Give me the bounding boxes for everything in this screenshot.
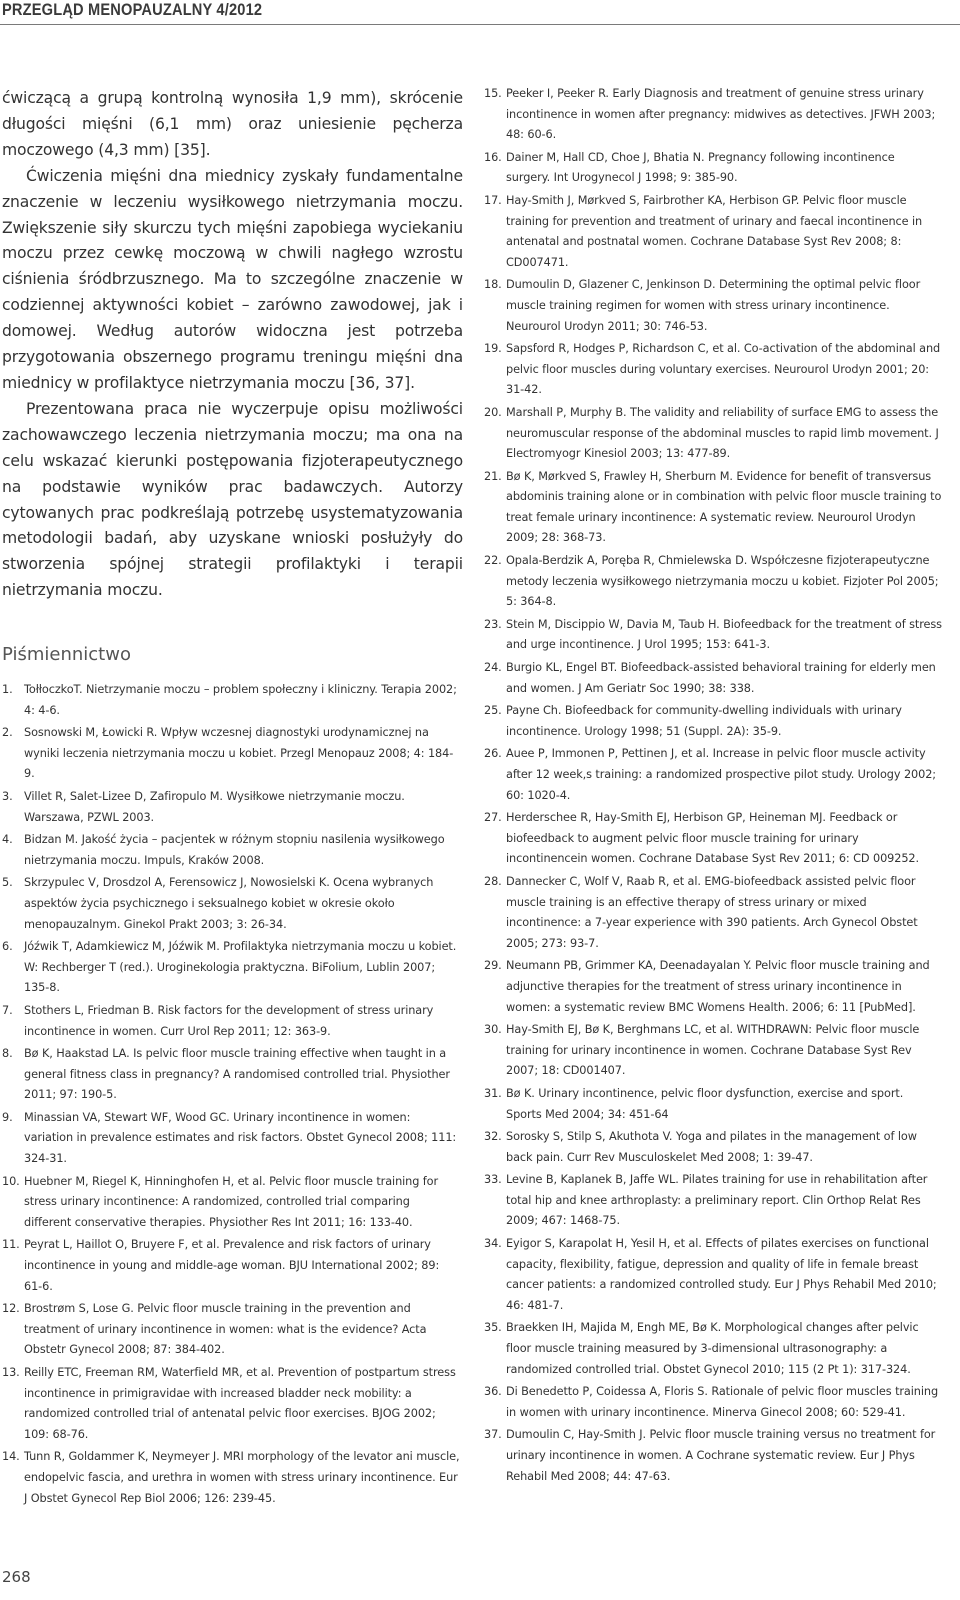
reference-number: 33. [484,1173,502,1187]
reference-number: 20. [484,405,502,419]
reference-number: 3. [2,789,13,803]
reference-item [2,1108,460,1170]
reference-number: 12. [2,1302,20,1316]
reference-number: 14. [2,1450,20,1464]
reference-number: 27. [484,811,502,825]
reference-number: 13. [2,1366,20,1379]
reference-text: Payne Ch. Biofeedback for community-dwelling individuals with urinary incontinence. Urology 1998; 51 (Suppl. 2A): 35-9. [506,704,902,738]
reference-text: Levine B, Kaplanek B, Jaffe WL. Pilates training for use in rehabilitation after total hip and knee arthroplasty: a preliminary report. Clin Orthop Relat Res 2009; 467: 1468-75. [506,1173,928,1228]
references-heading: Piśmiennictwo [2,644,131,665]
reference-text: Bø K. Urinary incontinence, pelvic floor dysfunction, exercise and sport. Sports Med 2004; 34: 451-64 [506,1086,904,1121]
reference-text: Bidzan M. Jakość życia – pacjentek w różnym stopniu nasilenia wysiłkowego nietrzymania moczu. Impuls, Kraków 2008. [24,833,445,867]
reference-text: Opala-Berdzik A, Poręba R, Chmielewska D. Współczesne fizjoterapeutyczne metody leczenia wysiłkowego nietrzymania moczu u kobiet. Fizjoter Pol 2005; 5: 364-8. [506,554,939,609]
reference-number: 34. [484,1237,502,1251]
reference-item [484,615,942,656]
reference-number: 15. [484,87,502,100]
reference-text: Bø K, Haakstad LA. Is pelvic floor muscle training effective when taught in a general fitness class in pregnancy? A randomised controlled trial. Physiother 2011; 97: 190-5. [24,1047,450,1102]
reference-text: Villet R, Salet-Lizee D, Zafiropulo M. Wysiłkowe nietrzymanie moczu. Warszawa, PZWL 2003. [24,789,405,824]
reference-item [2,1447,460,1509]
reference-text: Eyigor S, Karapolat H, Yesil H, et al. Effects of pilates exercises on functional capacity, flexibility, fatigue, depression and quality of life in female breast cancer patients: a randomized controlled study. Eur J Phys Rehabil Med 2010; 46: 481-7. [506,1237,937,1312]
reference-item [484,403,942,465]
reference-text: Hay-Smith EJ, Bø K, Berghmans LC, et al. WITHDRAWN: Pelvic floor muscle training for urinary incontinence in women. Cochrane Database Syst Rev 2007; 18: CD001407. [506,1023,920,1078]
reference-text: Minassian VA, Stewart WF, Wood GC. Urinary incontinence in women: variation in prevalence estimates and risk factors. Obstet Gynecol 2008; 111: 324-31. [24,1110,457,1166]
reference-text: Brostrøm S, Lose G. Pelvic floor muscle training in the prevention and treatment of urinary incontinence in women: what is the evidence? Acta Obstetr Gynecol 2008; 87: 384-402. [24,1302,427,1357]
reference-number: 8. [2,1047,13,1061]
reference-text: Sosnowski M, Łowicki R. Wpływ wczesnej diagnostyki urodynamicznej na wyniki leczenia nietrzymania moczu u kobiet. Przegl Menopauz 2008; 4: 184-9. [24,726,454,781]
reference-text: Hay-Smith J, Mørkved S, Fairbrother KA, Herbison GP. Pelvic floor muscle training for prevention and treatment of urinary and faecal incontinence in antenatal and postnatal women. Cochrane Database Syst Rev 2008; 8: CD007471. [506,193,923,269]
reference-text: Jóźwik T, Adamkiewicz M, Jóźwik M. Profilaktyka nietrzymania moczu u kobiet. W: Rechberger T (red.). Uroginekologia praktyczna. BiFolium, Lublin 2007; 135-8. [24,940,457,995]
reference-item [2,680,460,721]
reference-item [2,1001,460,1042]
reference-item [2,830,460,871]
reference-text: Reilly ETC, Freeman RM, Waterfield MR, et al. Prevention of postpartum stress incontinence in primigravidae with increased bladder neck mobility: a randomized controlled trial of antenatal pelvic floor exercises. BJOG 2002; 109: 68-76. [24,1366,456,1441]
reference-text: Neumann PB, Grimmer KA, Deenadayalan Y. Pelvic floor muscle training and adjunctive therapies for the treatment of stress urinary incontinence in women: a systematic review BMC Womens Health. 2006; 6: 11 [PubMed]. [506,959,930,1014]
body-paragraph: Prezentowana praca nie wyczerpuje opisu możliwości zachowawczego leczenia nietrzymania moczu; ma ona na celu wskazać kierunki postępowania fizjoterapeutycznego na podstawie wyników prac badawczych. Autorzy cytowanych prac podkreślają potrzebę usystematyzowania metodologii badań, aby uzyskane wnioski posłużyły do stworzenia spójnej strategii profilaktyki i terapii nietrzymania moczu. [2,399,463,600]
running-header [0,0,960,26]
reference-item [484,744,942,806]
reference-item [484,808,942,870]
reference-number: 16. [484,150,502,164]
reference-item [484,956,942,1018]
reference-item [484,148,942,189]
body-paragraph: ćwiczącą a grupą kontrolną wynosiła 1,9 mm), skrócenie długości mięśni (6,1 mm) oraz uniesienie pęcherza moczowego (4,3 mm) [35]. [2,89,463,159]
reference-number: 1. [2,683,13,696]
reference-item [484,84,942,146]
reference-number: 26. [484,747,502,761]
reference-number: 37. [484,1428,502,1442]
reference-number: 31. [484,1086,502,1100]
reference-text: Huebner M, Riegel K, Hinninghofen H, et al. Pelvic floor muscle training for stress urinary incontinence: A randomized, controlled trial comparing different conservative therapies. Physiother Res Int 2011; 16: 133-40. [24,1174,439,1229]
reference-item [484,1234,942,1316]
reference-text: Sorosky S, Stilp S, Akuthota V. Yoga and pilates in the management of low back pain. Curr Rev Musculoskelet Med 2008; 1: 39-47. [506,1130,917,1164]
reference-text: Dumoulin D, Glazener C, Jenkinson D. Determining the optimal pelvic floor muscle training regimen for women with stress urinary incontinence. Neurourol Urodyn 2011; 30: 746-53. [506,278,921,333]
reference-text: Auee P, Immonen P, Pettinen J, et al. Increase in pelvic floor muscle activity after 12 week,s training: a randomized prospective pilot study. Urology 2002; 60: 1020-4. [506,747,937,802]
reference-text: Di Benedetto P, Coidessa A, Floris S. Rationale of pelvic floor muscles training in women with urinary incontinence. Minerva Ginecol 2008; 60: 529-41. [506,1385,939,1419]
reference-item [2,873,460,935]
reference-number: 19. [484,342,502,356]
reference-number: 10. [2,1174,20,1188]
reference-number: 30. [484,1023,502,1037]
reference-text: Dumoulin C, Hay-Smith J. Pelvic floor muscle training versus no treatment for urinary incontinence in women. A Cochrane systematic review. Eur J Phys Rehabil Med 2008; 44: 47-63. [506,1428,936,1483]
reference-number: 5. [2,876,13,890]
reference-text: Dainer M, Hall CD, Choe J, Bhatia N. Pregnancy following incontinence surgery. Int Urogynecol J 1998; 9: 385-90. [506,150,895,185]
reference-number: 23. [484,617,502,631]
reference-item [484,339,942,401]
reference-item [2,1363,460,1445]
reference-text: Tunn R, Goldammer K, Neymeyer J. MRI morphology of the levator ani muscle, endopelvic fascia, and urethra in women with stress urinary incontinence. Eur J Obstet Gynecol Rep Biol 2006; 126: 239-45. [24,1450,460,1505]
reference-number: 35. [484,1321,502,1335]
reference-text: Herderschee R, Hay-Smith EJ, Herbison GP, Heineman MJ. Feedback or biofeedback to augment pelvic floor muscle training for urinary incontinencein women. Cochrane Database Syst Rev 2011; 6: CD 009252. [506,811,920,866]
reference-item [484,658,942,699]
reference-number: 17. [484,193,502,207]
reference-text: Braekken IH, Majida M, Engh ME, Bø K. Morphological changes after pelvic floor muscle training measured by 3-dimensional ultrasonography: a randomized controlled trial. Obstet Gynecol 2010; 115 (2 Pt 1): 317-324. [506,1321,919,1376]
reference-text: Peeker I, Peeker R. Early Diagnosis and treatment of genuine stress urinary incontinence in women after pregnancy: midwives as detectives. JFWH 2003; 48: 60-6. [506,87,936,142]
reference-number: 2. [2,726,13,740]
reference-text: Peyrat L, Haillot O, Bruyere F, et al. Prevalence and risk factors of urinary incontinence in young and middle-age woman. BJU International 2002; 89: 61-6. [24,1238,440,1293]
reference-item [484,1170,942,1232]
reference-number: 11. [2,1238,20,1252]
header-divider [0,24,960,25]
reference-text: Sapsford R, Hodges P, Richardson C, et al. Co-activation of the abdominal and pelvic floor muscles during voluntary exercises. Neurourol Urodyn 2001; 20: 31-42. [506,342,941,397]
reference-item [484,1318,942,1380]
reference-item [2,1044,460,1106]
journal-title: PRZEGLĄD MENOPAUZALNY 4/2012 [2,0,263,19]
reference-number: 7. [2,1003,13,1017]
reference-item [2,723,460,785]
reference-item [484,1425,942,1487]
references-list-left [2,680,460,1511]
reference-item [2,787,460,828]
reference-item [484,872,942,954]
reference-item [2,1172,460,1234]
body-column [2,86,463,604]
reference-text: Dannecker C, Wolf V, Raab R, et al. EMG-biofeedback assisted pelvic floor muscle training is an effective therapy of stress urinary or mixed incontinence: a 7-year experience with 390 patients. Arch Gynecol Obstet 2005; 273: 93-7. [506,874,918,950]
reference-item [484,551,942,613]
reference-text: Stein M, Discippio W, Davia M, Taub H. Biofeedback for the treatment of stress and urge incontinence. J Urol 1995; 153: 641-3. [506,617,942,652]
reference-item [484,275,942,337]
reference-number: 18. [484,278,502,292]
reference-item [484,1382,942,1423]
reference-text: TołłoczkoT. Nietrzymanie moczu – problem społeczny i kliniczny. Terapia 2002; 4: 4-6. [24,683,457,717]
references-list-right [484,84,942,1489]
reference-item [484,1020,942,1082]
reference-number: 6. [2,940,13,954]
reference-text: Stothers L, Friedman B. Risk factors for the development of stress urinary incontinence in women. Curr Urol Rep 2011; 12: 363-9. [24,1003,434,1038]
reference-number: 4. [2,833,13,847]
reference-item [484,191,942,273]
reference-text: Marshall P, Murphy B. The validity and reliability of surface EMG to assess the neuromuscular response of the abdominal muscles to rapid limb movement. J Electromyogr Kinesiol 2003; 13: 477-89. [506,405,939,461]
reference-number: 29. [484,959,502,973]
reference-number: 9. [2,1110,13,1124]
reference-item [484,1084,942,1125]
reference-item [2,1235,460,1297]
reference-number: 32. [484,1130,502,1144]
reference-item [484,467,942,549]
page-number: 268 [2,1568,31,1586]
reference-number: 21. [484,469,502,483]
reference-text: Burgio KL, Engel BT. Biofeedback-assisted behavioral training for elderly men and women. J Am Geriatr Soc 1990; 38: 338. [506,661,936,695]
reference-number: 28. [484,874,502,888]
reference-text: Bø K, Mørkved S, Frawley H, Sherburn M. Evidence for benefit of transversus abdominis training alone or in combination with pelvic floor muscle training to treat female urinary incontinence: A systematic review. Neurourol Urodyn 2009; 28: 368-73. [506,469,942,545]
reference-number: 24. [484,661,502,675]
reference-item [484,701,942,742]
reference-number: 36. [484,1385,502,1399]
reference-number: 22. [484,554,502,568]
reference-item [484,1127,942,1168]
body-paragraph: Ćwiczenia mięśni dna miednicy zyskały fundamentalne znaczenie w leczeniu wysiłkowego nietrzymania moczu. Zwiększenie siły skurczu tych mięśni zapobiega wyciekaniu moczu przez cewkę moczową w chwili nagłego wzrostu ciśnienia śródbrzusznego. Ma to szczególne znaczenie w codziennej aktywności kobiet – zarówno zawodowej, jak i domowej. Według autorów widoczna jest potrzeba przygotowania obszernego programu treningu mięśni dna miednicy w profilaktyce nietrzymania moczu [36, 37]. [2,166,463,392]
reference-number: 25. [484,704,502,718]
reference-text: Skrzypulec V, Drosdzol A, Ferensowicz J, Nowosielski K. Ocena wybranych aspektów życia psychicznego i seksualnego kobiet w okresie około menopauzalnym. Ginekol Prakt 2003; 3: 26-34. [24,876,434,931]
reference-item [2,1299,460,1361]
reference-item [2,937,460,999]
